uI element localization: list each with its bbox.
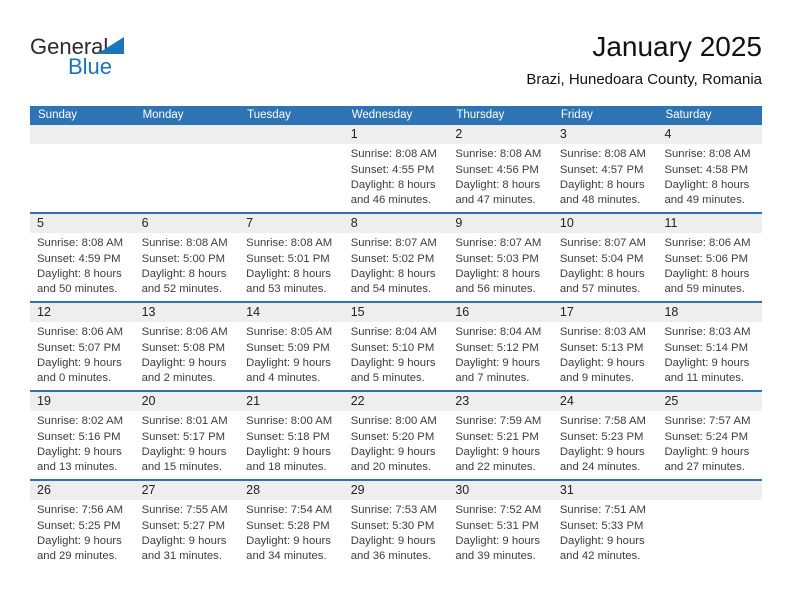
- daylight-text: Daylight: 8 hours and 54 minutes.: [350, 268, 436, 295]
- sunset-text: Sunset: 4:58 PM: [664, 163, 748, 176]
- daylight-text: Daylight: 8 hours and 49 minutes.: [664, 179, 750, 206]
- sunrise-text: Sunrise: 8:07 AM: [559, 237, 646, 249]
- day-number: 2: [448, 125, 553, 144]
- calendar-cell-day-16: [448, 303, 553, 390]
- daylight-text: Daylight: 9 hours and 9 minutes.: [559, 357, 645, 384]
- day-number: 25: [657, 392, 762, 411]
- week-row-2: [30, 212, 762, 301]
- day-number: 9: [448, 214, 553, 233]
- daylight-text: Daylight: 9 hours and 27 minutes.: [664, 446, 750, 473]
- day-details: [448, 411, 553, 475]
- daylight-text: Daylight: 9 hours and 5 minutes.: [350, 357, 436, 384]
- page-subtitle: Brazi, Hunedoara County, Romania: [526, 71, 762, 88]
- sunset-text: Sunset: 5:27 PM: [141, 519, 226, 532]
- calendar-cell-day-14: [239, 303, 344, 390]
- day-number: 19: [30, 392, 135, 411]
- calendar-cell-day-5: [30, 214, 135, 301]
- day-number: 17: [553, 303, 658, 322]
- daylight-text: Daylight: 9 hours and 29 minutes.: [37, 535, 122, 562]
- calendar-cell-day-12: [30, 303, 135, 390]
- sunset-text: Sunset: 5:16 PM: [37, 430, 121, 443]
- day-details: [344, 233, 449, 297]
- week-row-3: [30, 301, 762, 390]
- day-number: [657, 481, 762, 500]
- calendar-cell-empty: [239, 125, 344, 212]
- sunset-text: Sunset: 4:57 PM: [559, 163, 644, 176]
- calendar-cell-day-30: [448, 481, 553, 568]
- daylight-text: Daylight: 8 hours and 46 minutes.: [350, 179, 436, 206]
- day-details: [239, 322, 344, 386]
- daylight-text: Daylight: 8 hours and 59 minutes.: [664, 268, 750, 295]
- sunset-text: Sunset: 5:23 PM: [559, 430, 644, 443]
- calendar-cell-day-4: [657, 125, 762, 212]
- day-number: 14: [239, 303, 344, 322]
- calendar-cell-day-29: [344, 481, 449, 568]
- weekday-header-thursday: Thursday: [456, 109, 505, 121]
- day-details: [553, 322, 658, 386]
- day-details: [448, 144, 553, 208]
- calendar-cell-day-8: [344, 214, 449, 301]
- day-details: [657, 144, 762, 208]
- sunset-text: Sunset: 5:09 PM: [246, 341, 330, 354]
- daylight-text: Daylight: 9 hours and 0 minutes.: [37, 357, 122, 384]
- week-row-1: [30, 125, 762, 212]
- sunrise-text: Sunrise: 8:07 AM: [455, 237, 542, 249]
- day-details: [30, 500, 135, 564]
- sunset-text: Sunset: 5:20 PM: [350, 430, 435, 443]
- day-details: [135, 233, 240, 297]
- sunset-text: Sunset: 5:24 PM: [664, 430, 748, 443]
- daylight-text: Daylight: 9 hours and 7 minutes.: [455, 357, 541, 384]
- day-details: [553, 233, 658, 297]
- day-number: 24: [553, 392, 658, 411]
- calendar-grid: [30, 106, 762, 568]
- calendar-cell-day-13: [135, 303, 240, 390]
- sunrise-text: Sunrise: 7:54 AM: [246, 504, 333, 516]
- day-details: [344, 322, 449, 386]
- daylight-text: Daylight: 9 hours and 13 minutes.: [37, 446, 122, 473]
- daylight-text: Daylight: 8 hours and 52 minutes.: [141, 268, 227, 295]
- daylight-text: Daylight: 9 hours and 18 minutes.: [246, 446, 331, 473]
- sunset-text: Sunset: 5:13 PM: [559, 341, 644, 354]
- sunset-text: Sunset: 5:31 PM: [455, 519, 539, 532]
- day-details: [448, 233, 553, 297]
- day-details: [135, 500, 240, 564]
- day-details: [239, 411, 344, 475]
- sunrise-text: Sunrise: 7:56 AM: [37, 504, 124, 516]
- sunrise-text: Sunrise: 8:02 AM: [37, 415, 124, 427]
- sunrise-text: Sunrise: 8:08 AM: [141, 237, 228, 249]
- sunset-text: Sunset: 5:08 PM: [141, 341, 226, 354]
- day-details: [30, 322, 135, 386]
- day-details: [448, 322, 553, 386]
- daylight-text: Daylight: 8 hours and 50 minutes.: [37, 268, 122, 295]
- sunset-text: Sunset: 5:12 PM: [455, 341, 539, 354]
- weekday-header-sunday: Sunday: [38, 109, 78, 121]
- calendar-cell-day-3: [553, 125, 658, 212]
- daylight-text: Daylight: 9 hours and 36 minutes.: [350, 535, 436, 562]
- calendar-cell-day-20: [135, 392, 240, 479]
- sunrise-text: Sunrise: 8:06 AM: [141, 326, 228, 338]
- day-number: 7: [239, 214, 344, 233]
- sunrise-text: Sunrise: 8:03 AM: [559, 326, 646, 338]
- sunrise-text: Sunrise: 8:06 AM: [664, 237, 751, 249]
- calendar-cell-day-27: [135, 481, 240, 568]
- day-number: 4: [657, 125, 762, 144]
- sunrise-text: Sunrise: 8:08 AM: [350, 148, 437, 160]
- day-number: 10: [553, 214, 658, 233]
- day-details: [657, 233, 762, 297]
- day-details: [344, 411, 449, 475]
- calendar-cell-day-31: [553, 481, 658, 568]
- logo-text-general: General: [30, 34, 109, 59]
- day-number: [135, 125, 240, 144]
- day-number: 27: [135, 481, 240, 500]
- logo-text-blue: Blue: [68, 54, 113, 79]
- sunrise-text: Sunrise: 7:57 AM: [664, 415, 751, 427]
- day-details: [135, 322, 240, 386]
- day-number: 29: [344, 481, 449, 500]
- sunset-text: Sunset: 5:18 PM: [246, 430, 330, 443]
- daylight-text: Daylight: 8 hours and 47 minutes.: [455, 179, 541, 206]
- day-number: 6: [135, 214, 240, 233]
- day-number: 11: [657, 214, 762, 233]
- calendar-cell-day-23: [448, 392, 553, 479]
- sunset-text: Sunset: 5:30 PM: [350, 519, 435, 532]
- day-number: 30: [448, 481, 553, 500]
- day-number: 3: [553, 125, 658, 144]
- daylight-text: Daylight: 8 hours and 56 minutes.: [455, 268, 541, 295]
- daylight-text: Daylight: 8 hours and 53 minutes.: [246, 268, 331, 295]
- calendar-cell-empty: [30, 125, 135, 212]
- sunrise-text: Sunrise: 8:08 AM: [455, 148, 542, 160]
- calendar-cell-empty: [657, 481, 762, 568]
- sunset-text: Sunset: 5:06 PM: [664, 252, 748, 265]
- day-number: 16: [448, 303, 553, 322]
- sunrise-text: Sunrise: 7:51 AM: [559, 504, 646, 516]
- calendar-cell-day-28: [239, 481, 344, 568]
- sunrise-text: Sunrise: 8:08 AM: [37, 237, 124, 249]
- day-details: [657, 411, 762, 475]
- day-details: [553, 500, 658, 564]
- daylight-text: Daylight: 8 hours and 48 minutes.: [559, 179, 645, 206]
- weeks-container: [30, 125, 762, 568]
- sunrise-text: Sunrise: 8:03 AM: [664, 326, 751, 338]
- sunset-text: Sunset: 5:25 PM: [37, 519, 121, 532]
- sunset-text: Sunset: 5:21 PM: [455, 430, 539, 443]
- day-details: [239, 500, 344, 564]
- calendar-cell-day-1: [344, 125, 449, 212]
- day-details: [553, 144, 658, 208]
- sunset-text: Sunset: 5:07 PM: [37, 341, 121, 354]
- sunset-text: Sunset: 5:33 PM: [559, 519, 644, 532]
- week-row-4: [30, 390, 762, 479]
- day-number: 13: [135, 303, 240, 322]
- daylight-text: Daylight: 9 hours and 24 minutes.: [559, 446, 645, 473]
- sunrise-text: Sunrise: 8:00 AM: [246, 415, 333, 427]
- calendar-cell-day-22: [344, 392, 449, 479]
- daylight-text: Daylight: 9 hours and 20 minutes.: [350, 446, 436, 473]
- sunset-text: Sunset: 5:28 PM: [246, 519, 330, 532]
- sunrise-text: Sunrise: 8:07 AM: [350, 237, 437, 249]
- sunset-text: Sunset: 5:00 PM: [141, 252, 226, 265]
- daylight-text: Daylight: 9 hours and 22 minutes.: [455, 446, 541, 473]
- sunrise-text: Sunrise: 8:04 AM: [350, 326, 437, 338]
- daylight-text: Daylight: 8 hours and 57 minutes.: [559, 268, 645, 295]
- calendar-cell-day-15: [344, 303, 449, 390]
- day-details: [344, 500, 449, 564]
- weekday-header-wednesday: Wednesday: [351, 109, 413, 121]
- weekday-header-saturday: Saturday: [665, 109, 712, 121]
- weekday-header-friday: Friday: [560, 109, 593, 121]
- daylight-text: Daylight: 9 hours and 39 minutes.: [455, 535, 541, 562]
- day-number: 26: [30, 481, 135, 500]
- sunset-text: Sunset: 4:56 PM: [455, 163, 539, 176]
- day-number: 15: [344, 303, 449, 322]
- sunset-text: Sunset: 5:01 PM: [246, 252, 330, 265]
- calendar-cell-day-17: [553, 303, 658, 390]
- weekday-header-row: [30, 106, 762, 125]
- calendar-cell-day-11: [657, 214, 762, 301]
- sunrise-text: Sunrise: 8:06 AM: [37, 326, 124, 338]
- daylight-text: Daylight: 9 hours and 2 minutes.: [141, 357, 227, 384]
- sunset-text: Sunset: 5:02 PM: [350, 252, 435, 265]
- sunrise-text: Sunrise: 7:55 AM: [141, 504, 228, 516]
- day-number: 1: [344, 125, 449, 144]
- day-details: [135, 411, 240, 475]
- day-details: [553, 411, 658, 475]
- daylight-text: Daylight: 9 hours and 11 minutes.: [664, 357, 750, 384]
- calendar-cell-day-21: [239, 392, 344, 479]
- day-number: 21: [239, 392, 344, 411]
- sunset-text: Sunset: 5:10 PM: [350, 341, 435, 354]
- day-details: [239, 233, 344, 297]
- sunrise-text: Sunrise: 8:04 AM: [455, 326, 542, 338]
- title-block: [262, 30, 762, 91]
- calendar-cell-day-25: [657, 392, 762, 479]
- page-title: January 2025: [592, 31, 762, 62]
- day-number: 8: [344, 214, 449, 233]
- calendar-cell-day-18: [657, 303, 762, 390]
- calendar-cell-day-7: [239, 214, 344, 301]
- sunrise-text: Sunrise: 7:58 AM: [559, 415, 646, 427]
- calendar-cell-day-2: [448, 125, 553, 212]
- day-number: 31: [553, 481, 658, 500]
- sunset-text: Sunset: 4:59 PM: [37, 252, 121, 265]
- sunset-text: Sunset: 5:03 PM: [455, 252, 539, 265]
- sunset-text: Sunset: 5:14 PM: [664, 341, 748, 354]
- day-details: [30, 411, 135, 475]
- general-blue-logo: [30, 36, 170, 96]
- daylight-text: Daylight: 9 hours and 34 minutes.: [246, 535, 331, 562]
- sunrise-text: Sunrise: 8:08 AM: [664, 148, 751, 160]
- daylight-text: Daylight: 9 hours and 31 minutes.: [141, 535, 227, 562]
- weekday-header-monday: Monday: [142, 109, 184, 121]
- daylight-text: Daylight: 9 hours and 4 minutes.: [246, 357, 331, 384]
- sunrise-text: Sunrise: 8:00 AM: [350, 415, 437, 427]
- calendar-cell-day-9: [448, 214, 553, 301]
- sunrise-text: Sunrise: 8:08 AM: [559, 148, 646, 160]
- day-details: [344, 144, 449, 208]
- sunrise-text: Sunrise: 7:52 AM: [455, 504, 542, 516]
- week-row-5: [30, 479, 762, 568]
- day-number: [239, 125, 344, 144]
- calendar-cell-day-10: [553, 214, 658, 301]
- weekday-header-tuesday: Tuesday: [247, 109, 291, 121]
- day-number: 28: [239, 481, 344, 500]
- calendar-cell-day-19: [30, 392, 135, 479]
- sunset-text: Sunset: 5:17 PM: [141, 430, 226, 443]
- calendar-cell-day-6: [135, 214, 240, 301]
- page-header: [30, 30, 762, 102]
- day-number: [30, 125, 135, 144]
- daylight-text: Daylight: 9 hours and 15 minutes.: [141, 446, 227, 473]
- sunrise-text: Sunrise: 8:01 AM: [141, 415, 228, 427]
- day-number: 5: [30, 214, 135, 233]
- day-details: [30, 233, 135, 297]
- day-number: 20: [135, 392, 240, 411]
- day-number: 12: [30, 303, 135, 322]
- calendar-cell-day-24: [553, 392, 658, 479]
- sunrise-text: Sunrise: 8:05 AM: [246, 326, 333, 338]
- sunset-text: Sunset: 4:55 PM: [350, 163, 435, 176]
- sunrise-text: Sunrise: 7:59 AM: [455, 415, 542, 427]
- sunset-text: Sunset: 5:04 PM: [559, 252, 644, 265]
- calendar-cell-empty: [135, 125, 240, 212]
- day-details: [657, 322, 762, 386]
- calendar-cell-day-26: [30, 481, 135, 568]
- day-number: 23: [448, 392, 553, 411]
- sunrise-text: Sunrise: 7:53 AM: [350, 504, 437, 516]
- day-number: 22: [344, 392, 449, 411]
- day-details: [448, 500, 553, 564]
- sunrise-text: Sunrise: 8:08 AM: [246, 237, 333, 249]
- day-number: 18: [657, 303, 762, 322]
- daylight-text: Daylight: 9 hours and 42 minutes.: [559, 535, 645, 562]
